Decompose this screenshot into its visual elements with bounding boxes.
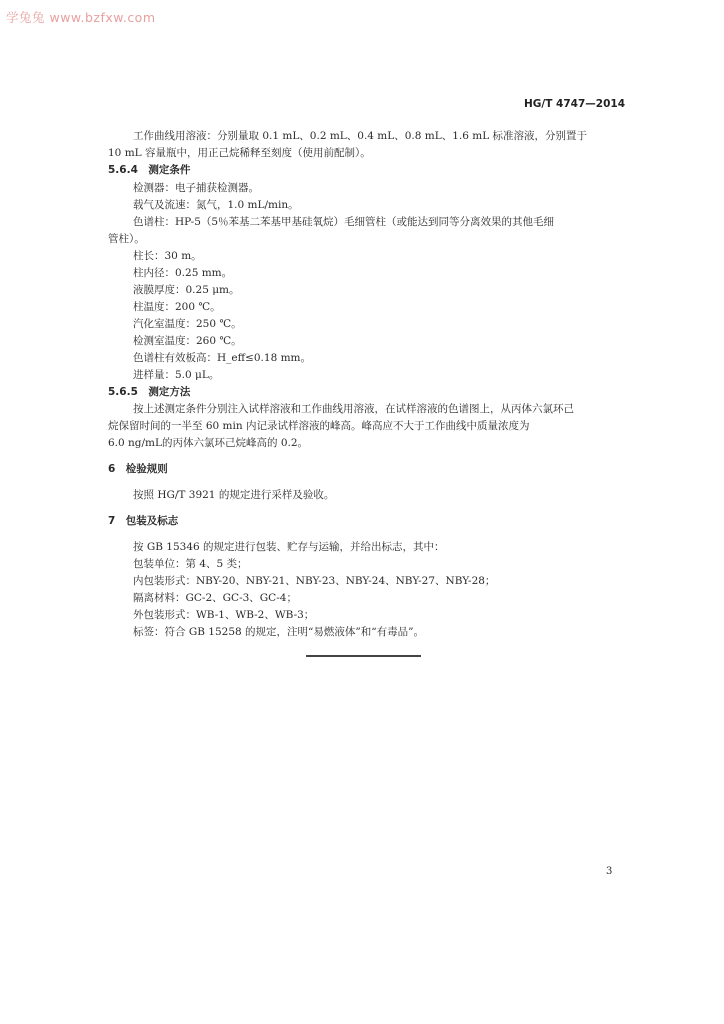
body-line: 检测器：电子捕获检测器。 <box>133 182 259 194</box>
body-line: 柱内径：0.25 mm。 <box>133 267 233 279</box>
body-line: 载气及流速：氮气，1.0 mL/min。 <box>133 199 299 211</box>
body-line: 液膜厚度：0.25 μm。 <box>133 284 240 296</box>
body-line: 6.0 ng/mL的丙体六氯环己烷峰高的 0.2。 <box>108 437 309 449</box>
watermark: 学兔兔 www.bzfxw.com <box>6 10 156 25</box>
body-line: 管柱）。 <box>108 233 145 245</box>
section-heading-5-6-5: 5.6.5 测定方法 <box>108 386 191 398</box>
body-line: 工作曲线用溶液：分别量取 0.1 mL、0.2 mL、0.4 mL、0.8 mL、1.6 mL 标准溶液，分别置于 <box>133 130 588 142</box>
body-line: 进样量：5.0 μL。 <box>133 369 220 381</box>
body-line: 按照 HG/T 3921 的规定进行采样及验收。 <box>133 489 335 501</box>
body-line: 柱长：30 m。 <box>133 250 202 262</box>
body-line: 按上述测定条件分别注入试样溶液和工作曲线用溶液，在试样溶液的色谱图上，从丙体六氯环己 <box>133 403 574 415</box>
end-rule <box>306 655 421 657</box>
body-line: 包装单位：第 4、5 类； <box>133 558 248 570</box>
body-line: 柱温度：200 ℃。 <box>133 301 221 313</box>
section-heading-5-6-4: 5.6.4 测定条件 <box>108 164 191 176</box>
body-line: 色谱柱：HP-5（5％苯基二苯基甲基硅氧烷）毛细管柱（或能达到同等分离效果的其他毛细 <box>133 216 555 228</box>
page-number: 3 <box>606 866 613 877</box>
body-line: 10 mL 容量瓶中，用正己烷稀释至刻度（使用前配制）。 <box>108 147 371 159</box>
body-line: 烷保留时间的一半至 60 min 内记录试样溶液的峰高。峰高应不大于工作曲线中质量浓度为 <box>108 420 530 432</box>
body-line: 内包装形式：NBY-20、NBY-21、NBY-23、NBY-24、NBY-27、NBY-28； <box>133 575 496 587</box>
standard-number-header: HG/T 4747—2014 <box>524 98 626 110</box>
body-line: 标签：符合 GB 15258 的规定，注明“易燃液体”和“有毒品”。 <box>133 626 424 638</box>
body-line: 汽化室温度：250 ℃。 <box>133 318 242 330</box>
body-line: 隔离材料：GC-2、GC-3、GC-4； <box>133 592 297 604</box>
body-line: 检测室温度：260 ℃。 <box>133 335 242 347</box>
section-heading-6: 6 检验规则 <box>108 463 168 475</box>
body-line: 外包装形式：WB-1、WB-2、WB-3； <box>133 609 315 621</box>
section-heading-7: 7 包装及标志 <box>108 515 179 527</box>
body-line: 色谱柱有效板高：H_eff≤0.18 mm。 <box>133 352 312 364</box>
body-line: 按 GB 15346 的规定进行包装、贮存与运输，并给出标志，其中： <box>133 541 445 553</box>
